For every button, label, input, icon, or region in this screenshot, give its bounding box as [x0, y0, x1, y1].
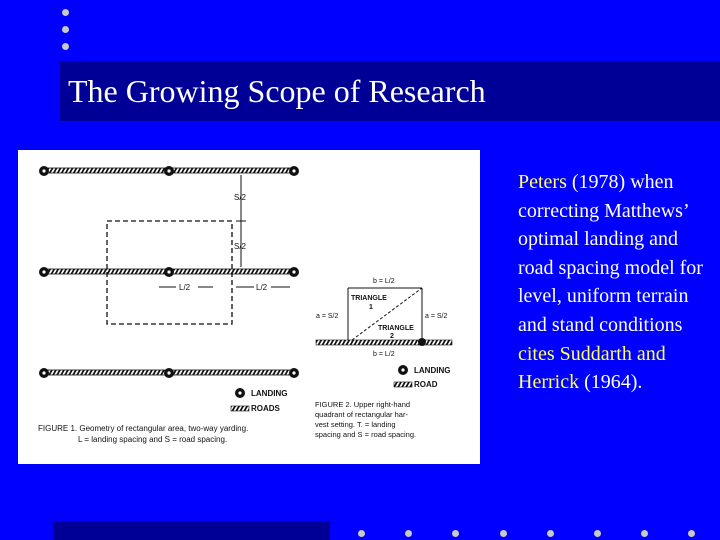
decor-dot — [452, 530, 459, 537]
body-paragraph — [518, 168, 714, 397]
decor-dot — [62, 9, 69, 16]
figure2-triangle1-label: TRIANGLE — [351, 295, 387, 302]
figure1-road-legend-icon — [231, 406, 249, 411]
bottom-bar — [53, 521, 330, 540]
decor-dot — [500, 530, 507, 537]
figure2-triangle2-label: TRIANGLE — [378, 325, 414, 332]
decor-dot — [405, 530, 412, 537]
slide-title: The Growing Scope of Research — [68, 73, 486, 109]
cited-authors-suddarth-herrick: cites Suddarth and Herrick — [518, 342, 666, 394]
figure2-landing — [418, 338, 426, 346]
figure2-caption-line1: FIGURE 2. Upper right-hand — [315, 400, 411, 409]
figure2-legend-road: ROAD — [414, 380, 438, 389]
figure2-legend-landing: LANDING — [414, 366, 451, 375]
figure2-road-legend-icon — [394, 382, 412, 387]
figure2-caption-line3: vest setting. T. = landing — [315, 420, 396, 429]
title-bar — [60, 61, 720, 121]
decor-dot — [641, 530, 648, 537]
figure1-label-l-left: L/2 — [179, 283, 191, 292]
figure1-label-s-bottom: S/2 — [234, 242, 247, 251]
body-text-end: (1964). — [579, 371, 643, 394]
figure2-label-a-left: a = S/2 — [316, 313, 339, 320]
decor-dot — [688, 530, 695, 537]
figure1-caption-line1: FIGURE 1. Geometry of rectangular area, two-way yarding. — [38, 424, 249, 433]
cited-author-peters: Peters — [518, 171, 567, 193]
figure2-label-a-right: a = S/2 — [425, 313, 448, 320]
decor-dot — [62, 26, 69, 33]
figure2-triangle1-num: 1 — [369, 304, 373, 311]
figure-diagram — [18, 150, 480, 464]
figure2-road — [316, 340, 452, 345]
figure2-caption-line4: spacing and S = road spacing. — [315, 430, 417, 439]
decor-dot — [62, 43, 69, 50]
decor-dot — [594, 530, 601, 537]
figure1-label-s-top: S/2 — [234, 193, 247, 202]
figure1-legend-landing: LANDING — [251, 389, 288, 398]
figure1-legend-roads: ROADS — [251, 404, 280, 413]
figure1-label-l-right: L/2 — [256, 283, 268, 292]
figure1-s-dimension — [236, 175, 246, 267]
figure1-caption-line2: L = landing spacing and S = road spacing. — [78, 435, 228, 444]
body-text-main: (1978) when correcting Matthews’ optimal landing and road spacing model for level, uniform terrain and stand conditions — [518, 171, 703, 336]
figure2-triangle2-num: 2 — [390, 333, 394, 340]
figure-image — [18, 150, 480, 464]
decor-dot — [358, 530, 365, 537]
figure2-label-b-top: b = L/2 — [373, 278, 395, 285]
figure2-caption-line2: quadrant of rectangular har- — [315, 410, 408, 419]
figure2-label-b-bottom: b = L/2 — [373, 351, 395, 358]
decor-dot — [547, 530, 554, 537]
